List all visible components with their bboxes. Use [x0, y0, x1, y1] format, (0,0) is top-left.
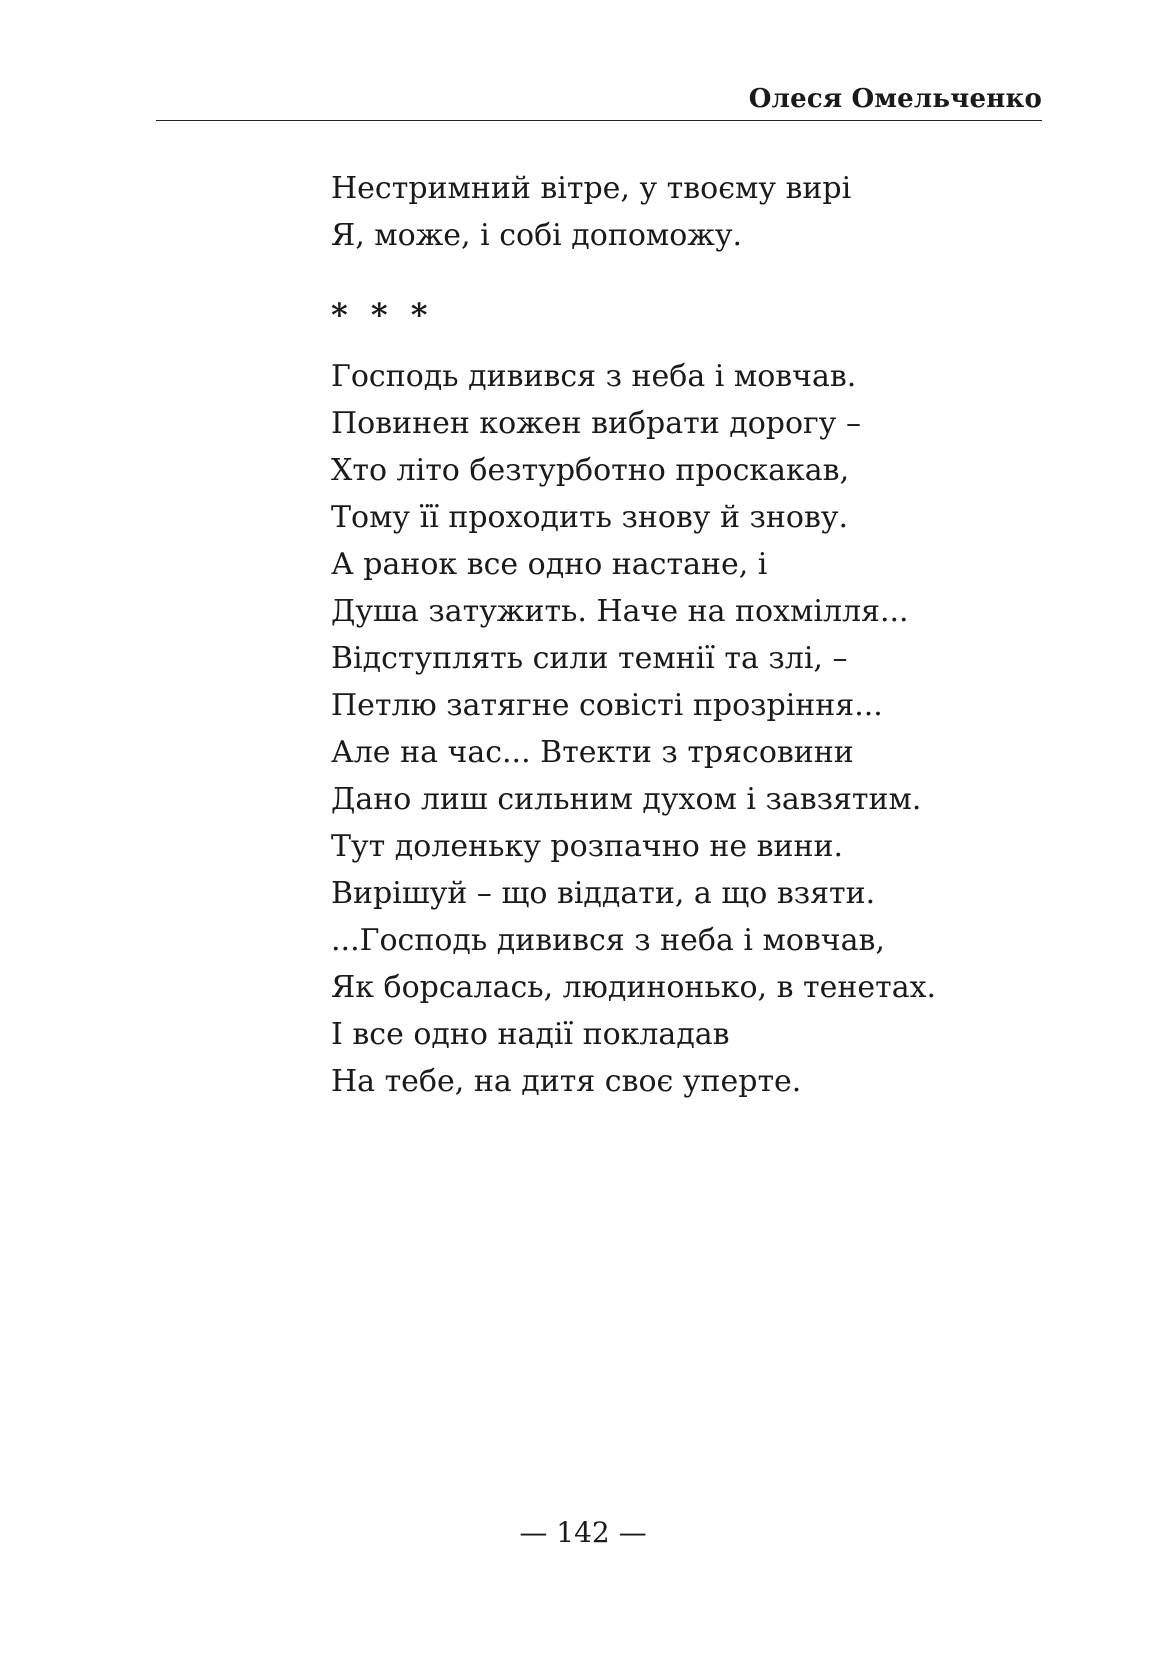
poem-line: Дано лиш сильним духом і завзятим. — [331, 782, 922, 817]
poem-line: Господь дивився з неба і мовчав. — [331, 359, 857, 394]
poem-line: Хто літо безтурботно проскакав, — [331, 453, 850, 488]
poem-line: Як борсалась, людинонько, в тенетах. — [331, 970, 937, 1005]
poem-line: А ранок все одно настане, і — [331, 547, 768, 582]
poem-line: Вирішуй – що віддати, а що взяти. — [331, 876, 876, 911]
poem-separator: * * * — [331, 296, 434, 334]
stanza-1 — [331, 165, 1051, 259]
poem-line: Петлю затягне совісті прозріння... — [331, 688, 883, 723]
poem-line: Але на час... Втекти з трясовини — [331, 735, 854, 770]
poem-line: Відступлять сили темнії та злі, – — [331, 641, 848, 676]
poem-line: На тебе, на дитя своє уперте. — [331, 1064, 802, 1099]
author-name: Олеся Омельченко — [748, 84, 1042, 114]
poem-line: Тут доленьку розпачно не вини. — [331, 829, 844, 864]
stanza-2 — [331, 353, 1051, 1105]
poem-line: Нестримний вітре, у твоєму вирі — [331, 171, 852, 206]
poem-line: Я, може, і собі допоможу. — [331, 218, 743, 253]
poem-line: ...Господь дивився з неба і мовчав, — [331, 923, 885, 958]
poem-line: Душа затужить. Наче на похмілля... — [331, 594, 909, 629]
poem-line: Повинен кожен вибрати дорогу – — [331, 406, 861, 441]
page-number: — 142 — — [519, 1516, 647, 1549]
running-head — [156, 80, 1042, 121]
poem-line: І все одно надії покладав — [331, 1017, 730, 1052]
poem-line: Тому її проходить знову й знову. — [331, 500, 849, 535]
